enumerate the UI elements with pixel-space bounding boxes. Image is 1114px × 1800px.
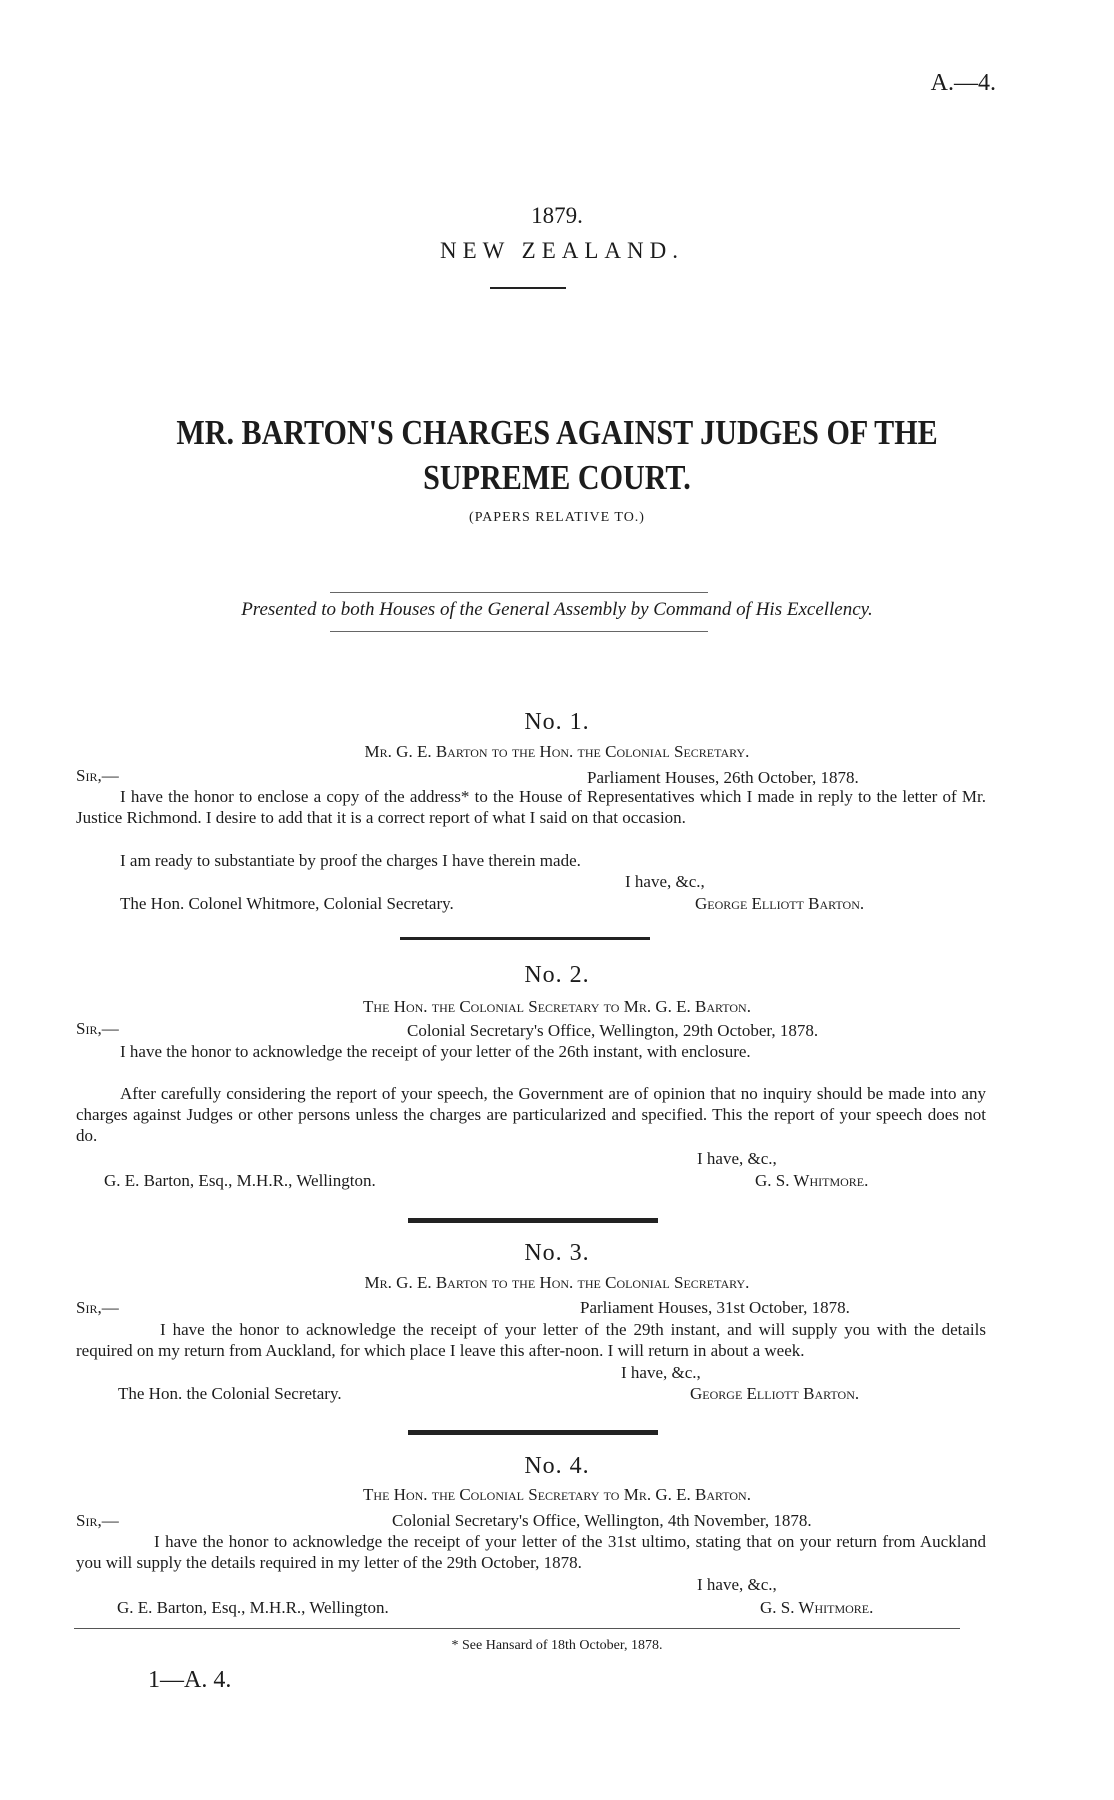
letter-2-address: Colonial Secretary's Office, Wellington, 29th October, 1878. bbox=[407, 1021, 819, 1040]
letter-4-salutation: Sir,— bbox=[76, 1511, 119, 1530]
letter-4-number: No. 4. bbox=[524, 1453, 590, 1479]
footnote: * See Hansard of 18th October, 1878. bbox=[451, 1638, 663, 1653]
presented-rule-top bbox=[330, 592, 708, 593]
letter-2-heading: The Hon. the Colonial Secretary to Mr. G. E. Barton. bbox=[363, 997, 751, 1016]
letter-1-address: Parliament Houses, 26th October, 1878. bbox=[587, 768, 859, 787]
letter-1-number: No. 1. bbox=[524, 709, 590, 735]
letter-4-address: Colonial Secretary's Office, Wellington, 4th November, 1878. bbox=[392, 1511, 812, 1530]
letter-1-heading: Mr. G. E. Barton to the Hon. the Colonial Secretary. bbox=[364, 742, 750, 761]
page-reference: 1—A. 4. bbox=[148, 1667, 232, 1693]
letter-2-separator bbox=[408, 1218, 658, 1223]
letter-1-signature: George Elliott Barton. bbox=[695, 894, 865, 913]
letter-4-signature: G. S. Whitmore. bbox=[760, 1598, 874, 1617]
letter-3-salutation: Sir,— bbox=[76, 1298, 119, 1317]
letter-4-recipient: G. E. Barton, Esq., M.H.R., Wellington. bbox=[117, 1598, 389, 1617]
letter-2-salutation: Sir,— bbox=[76, 1019, 119, 1038]
letter-1-paragraph-1: I have the honor to enclose a copy of the address* to the House of Representatives which I made in reply to the letter of Mr. Justice Richmond. I desire to add that it is a correct report of what I said on that occasion. bbox=[76, 787, 986, 827]
letter-2-paragraph-2: After carefully considering the report of your speech, the Government are of opinion that no inquiry should be made into any charges against Judges or other persons unless the charges are particularized and specified. This the report of your speech does not do. bbox=[76, 1084, 986, 1145]
letter-1-closing: I have, &c., bbox=[625, 872, 705, 891]
letter-3-separator bbox=[408, 1430, 658, 1435]
letter-1-paragraph-2: I am ready to substantiate by proof the charges I have therein made. bbox=[120, 851, 581, 870]
footnote-rule bbox=[74, 1628, 960, 1629]
country: NEW ZEALAND. bbox=[439, 238, 685, 263]
letter-3-signature: George Elliott Barton. bbox=[690, 1384, 860, 1403]
year: 1879. bbox=[531, 203, 583, 228]
letter-2-paragraph-1: I have the honor to acknowledge the receipt of your letter of the 26th instant, with enclosure. bbox=[120, 1042, 751, 1061]
letter-3-closing: I have, &c., bbox=[621, 1363, 701, 1382]
letter-3-address: Parliament Houses, 31st October, 1878. bbox=[580, 1298, 850, 1317]
letter-3-paragraph-1: I have the honor to acknowledge the receipt of your letter of the 29th instant, and will supply you with the details required on my return from Auckland, for which place I leave this after-noon. I will return in about a week. bbox=[76, 1320, 986, 1360]
letter-3-number: No. 3. bbox=[524, 1240, 590, 1266]
letter-1-recipient: The Hon. Colonel Whitmore, Colonial Secretary. bbox=[120, 894, 454, 913]
presented-rule-bottom bbox=[330, 631, 708, 632]
letter-1-salutation: Sir,— bbox=[76, 766, 119, 785]
title-line-2: SUPREME COURT. bbox=[423, 458, 691, 497]
paper-reference: A.—4. bbox=[930, 70, 996, 96]
letter-1-separator bbox=[400, 937, 650, 940]
presented-line: Presented to both Houses of the General Assembly by Command of His Excellency. bbox=[241, 599, 873, 620]
header-rule bbox=[490, 287, 566, 289]
letter-3-recipient: The Hon. the Colonial Secretary. bbox=[118, 1384, 342, 1403]
letter-4-heading: The Hon. the Colonial Secretary to Mr. G. E. Barton. bbox=[363, 1485, 751, 1504]
letter-3-heading: Mr. G. E. Barton to the Hon. the Colonial Secretary. bbox=[364, 1273, 750, 1292]
letter-4-closing: I have, &c., bbox=[697, 1575, 777, 1594]
letter-2-closing: I have, &c., bbox=[697, 1149, 777, 1168]
letter-4-paragraph-1: I have the honor to acknowledge the receipt of your letter of the 31st ultimo, stating that on your return from Auckland you will supply the details required in my letter of the 29th October, 1878. bbox=[76, 1532, 986, 1572]
letter-2-number: No. 2. bbox=[524, 962, 590, 988]
subtitle: (PAPERS RELATIVE TO.) bbox=[469, 510, 645, 525]
letter-2-recipient: G. E. Barton, Esq., M.H.R., Wellington. bbox=[104, 1171, 376, 1190]
title-line-1: MR. BARTON'S CHARGES AGAINST JUDGES OF THE bbox=[176, 413, 938, 452]
letter-2-signature: G. S. Whitmore. bbox=[755, 1171, 869, 1190]
